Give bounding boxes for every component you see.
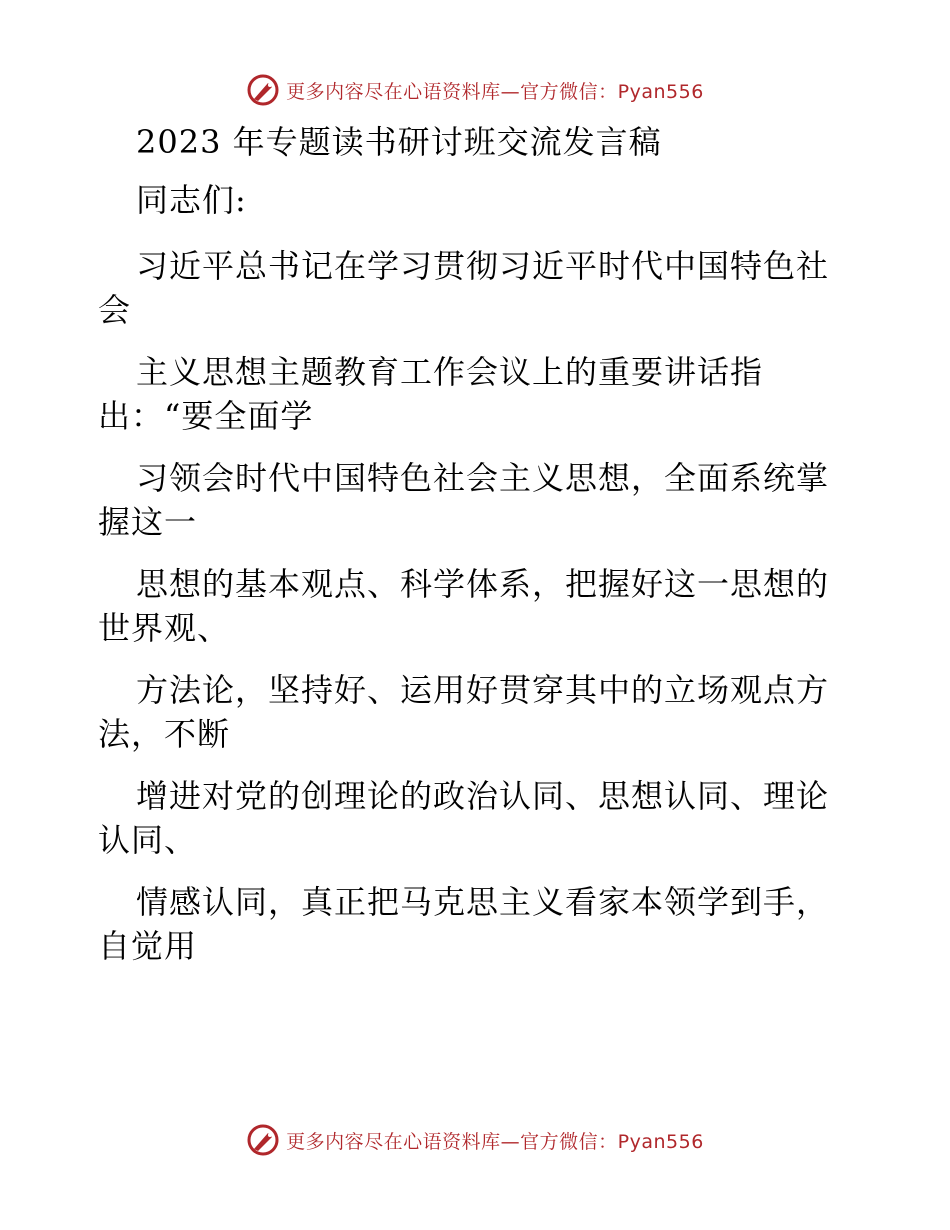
header-watermark [0, 70, 950, 110]
document-line: 习近平总书记在学习贯彻习近平时代中国特色社 [136, 247, 830, 285]
document-line: 会 [98, 291, 132, 329]
document-line: 世界观、 [98, 609, 231, 647]
pen-logo-icon [246, 73, 280, 107]
document-line: 思想的基本观点、科学体系，把握好这一思想的 [136, 565, 830, 603]
document-line: 握这一 [98, 503, 198, 541]
document-body [98, 120, 858, 968]
watermark-text: 更多内容尽在心语资料库—官方微信：Pyan556 [286, 1130, 704, 1153]
document-line: 方法论，坚持好、运用好贯穿其中的立场观点方 [136, 671, 830, 709]
footer-watermark [0, 1120, 950, 1160]
document-line: 增进对党的创理论的政治认同、思想认同、理论 [136, 777, 830, 815]
watermark-text: 更多内容尽在心语资料库—官方微信：Pyan556 [286, 80, 704, 103]
document-line: 2023 年专题读书研讨班交流发言稿 [136, 123, 662, 161]
document-line: 习领会时代中国特色社会主义思想，全面系统掌 [136, 459, 830, 497]
document-line: 同志们: [136, 181, 247, 219]
document-line: 出：“要全面学 [98, 397, 314, 435]
document-line: 自觉用 [98, 927, 198, 965]
document-line: 情感认同，真正把马克思主义看家本领学到手， [136, 883, 830, 921]
document-line: 主义思想主题教育工作会议上的重要讲话指 [136, 353, 764, 391]
document-line: 法，不断 [98, 715, 231, 753]
document-line: 认同、 [98, 821, 198, 859]
pen-logo-icon [246, 1123, 280, 1157]
